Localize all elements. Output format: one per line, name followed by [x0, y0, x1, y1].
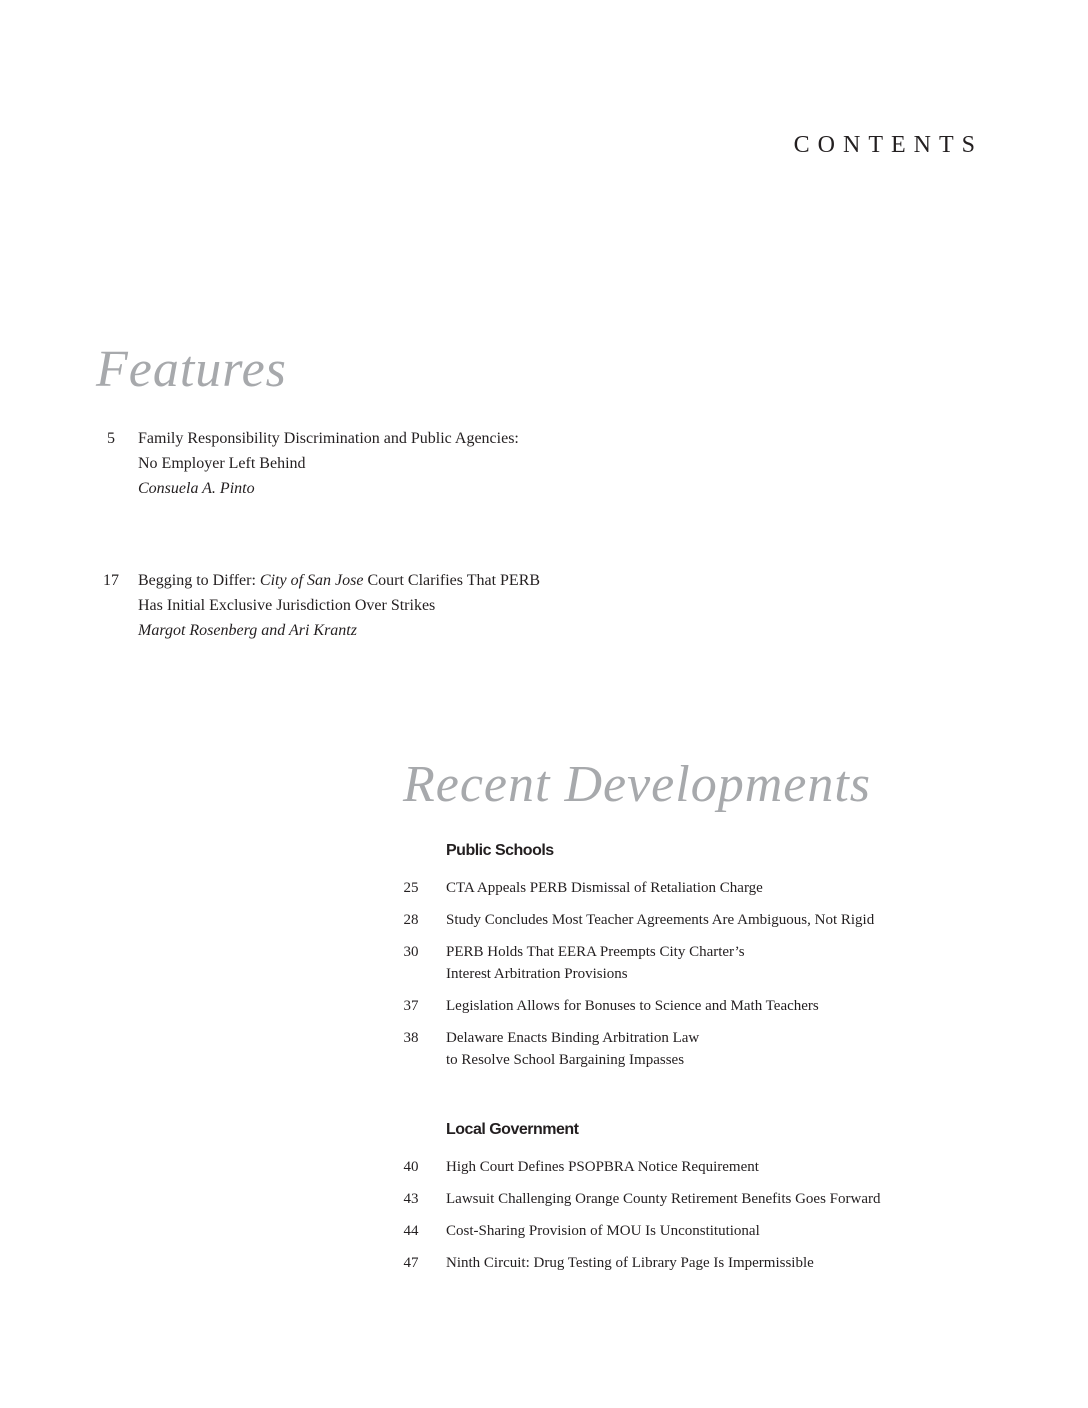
contents-heading: CONTENTS — [793, 132, 983, 158]
feature-title-line-2: No Employer Left Behind — [138, 455, 306, 472]
toc-entry[interactable] — [396, 877, 996, 899]
entry-title-line-2: Interest Arbitration Provisions — [446, 966, 628, 982]
entry-title: CTA Appeals PERB Dismissal of Retaliation Charge — [446, 880, 763, 896]
page-number: 30 — [403, 944, 419, 960]
feature-title-line-2: Has Initial Exclusive Jurisdiction Over Strikes — [138, 597, 436, 614]
toc-entry[interactable] — [396, 909, 996, 931]
entry-title: Lawsuit Challenging Orange County Retirement Benefits Goes Forward — [446, 1191, 881, 1207]
case-name: City of San Jose — [259, 572, 364, 589]
public-schools-list — [396, 877, 996, 1081]
entry-title: PERB Holds That EERA Preempts City Charter’s — [446, 944, 745, 960]
page-number: 47 — [403, 1255, 419, 1271]
local-government-heading: Local Government — [446, 1121, 579, 1138]
page-number: 40 — [403, 1159, 419, 1175]
toc-entry[interactable] — [396, 995, 996, 1017]
toc-entry[interactable] — [396, 1156, 996, 1178]
feature-title-pre: Begging to Differ: — [138, 572, 260, 589]
page-number: 28 — [403, 912, 419, 928]
page-number: 44 — [403, 1223, 419, 1239]
toc-entry[interactable] — [396, 1252, 996, 1274]
feature-title-line-1 — [138, 568, 696, 593]
feature-entry[interactable] — [96, 426, 696, 501]
entry-title-line-2: to Resolve School Bargaining Impasses — [446, 1052, 685, 1068]
feature-title-post: Court Clarifies That PERB — [363, 572, 541, 589]
page-number: 5 — [107, 430, 115, 447]
entry-title: Legislation Allows for Bonuses to Science and Math Teachers — [446, 998, 819, 1014]
feature-title-line-1: Family Responsibility Discrimination and Public Agencies: — [138, 430, 519, 447]
local-government-list — [396, 1156, 996, 1284]
entry-title: Cost-Sharing Provision of MOU Is Unconstitutional — [446, 1223, 760, 1239]
toc-entry[interactable] — [396, 1220, 996, 1242]
entry-title: High Court Defines PSOPBRA Notice Requirement — [446, 1159, 759, 1175]
feature-entry[interactable] — [96, 568, 696, 643]
entry-title: Study Concludes Most Teacher Agreements Are Ambiguous, Not Rigid — [446, 912, 875, 928]
feature-author: Margot Rosenberg and Ari Krantz — [138, 622, 357, 639]
page-number: 17 — [103, 572, 119, 589]
features-title: Features — [96, 341, 287, 398]
toc-entry[interactable] — [396, 1188, 996, 1210]
page-number: 37 — [403, 998, 419, 1014]
entry-title: Delaware Enacts Binding Arbitration Law — [446, 1030, 700, 1046]
toc-entry[interactable] — [396, 941, 996, 985]
public-schools-heading: Public Schools — [446, 842, 554, 859]
toc-entry[interactable] — [396, 1027, 996, 1071]
page-number: 43 — [403, 1191, 419, 1207]
page-number: 38 — [403, 1030, 419, 1046]
entry-title: Ninth Circuit: Drug Testing of Library Page Is Impermissible — [446, 1255, 814, 1271]
page-number: 25 — [403, 880, 419, 896]
feature-author: Consuela A. Pinto — [138, 480, 255, 497]
recent-developments-title: Recent Developments — [403, 756, 872, 813]
